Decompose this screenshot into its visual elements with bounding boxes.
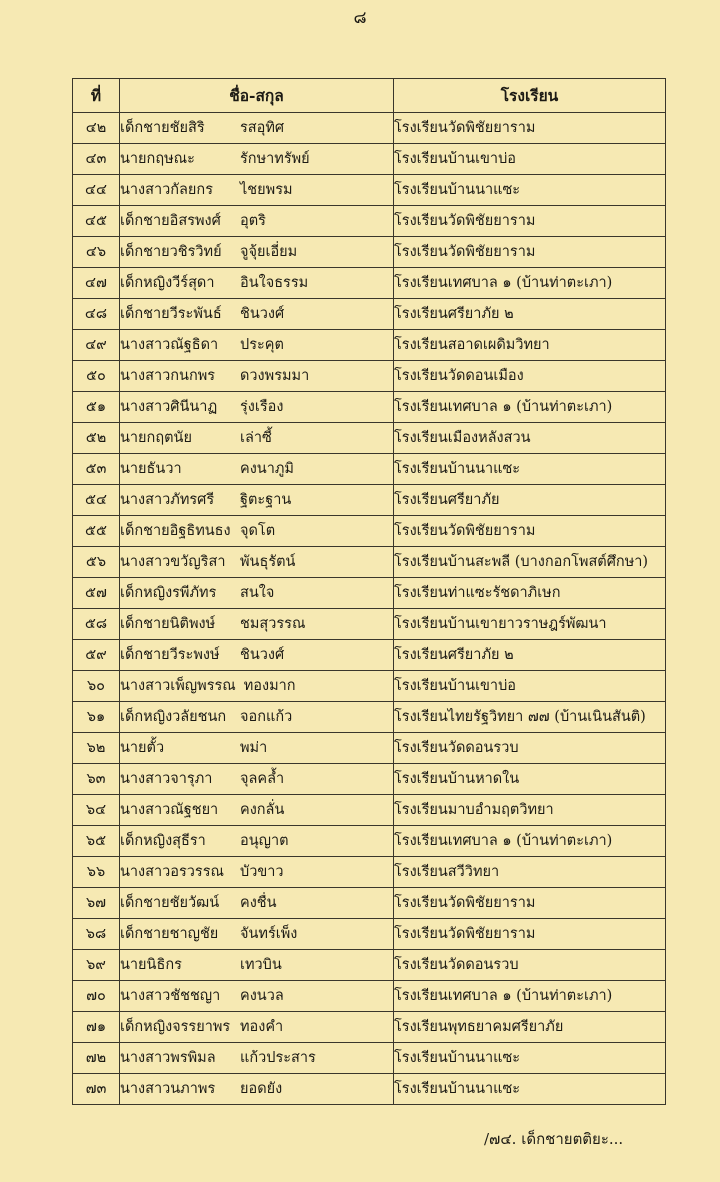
student-name (120, 206, 394, 237)
school-name: โรงเรียนศรียาภัย ๒ (394, 299, 666, 330)
last-name: ฐิตะฐาน (240, 492, 292, 508)
first-name: เด็กหญิงจรรยาพร (120, 1019, 231, 1035)
first-name: นางสาวขวัญริสา (120, 554, 226, 570)
first-name: นางสาวอรวรรณ (120, 864, 224, 880)
first-name: นางสาวพรพิมล (120, 1050, 216, 1066)
school-name: โรงเรียนบ้านสะพลี (บางกอกโพสต์ศึกษา) (394, 547, 666, 578)
school-name: โรงเรียนท่าแซะรัชดาภิเษก (394, 578, 666, 609)
first-name: เด็กหญิงสุธีรา (120, 833, 206, 849)
row-number: ๕๖ (73, 547, 120, 578)
school-name: โรงเรียนบ้านเขาบ่อ (394, 144, 666, 175)
row-number: ๔๙ (73, 330, 120, 361)
student-name (120, 268, 394, 299)
last-name: ดวงพรมมา (240, 368, 310, 384)
row-number: ๔๕ (73, 206, 120, 237)
row-number: ๕๒ (73, 423, 120, 454)
table-row (73, 888, 666, 919)
table-row (73, 237, 666, 268)
first-name: นางสาวภัทรศรี (120, 492, 215, 508)
school-name: โรงเรียนวัดดอนรวบ (394, 950, 666, 981)
table-row (73, 702, 666, 733)
last-name: ชินวงศ์ (240, 647, 285, 663)
first-name: เด็กหญิงวลัยชนก (120, 709, 227, 725)
first-name: นายธันวา (120, 461, 182, 477)
student-name (120, 609, 394, 640)
school-name: โรงเรียนเทศบาล ๑ (บ้านท่าตะเภา) (394, 981, 666, 1012)
row-number: ๔๓ (73, 144, 120, 175)
first-name: เด็กชายอิฐธิทนธง (120, 523, 231, 539)
continuation-note: /๗๔. เด็กชายตติยะ... (484, 1130, 624, 1148)
table-row (73, 361, 666, 392)
school-name: โรงเรียนวัดดอนเมือง (394, 361, 666, 392)
last-name: คงชื่น (240, 895, 277, 911)
first-name: นางสาวนภาพร (120, 1081, 216, 1097)
school-name: โรงเรียนสวีวิทยา (394, 857, 666, 888)
school-name: โรงเรียนบ้านหาดใน (394, 764, 666, 795)
table-row (73, 1074, 666, 1105)
row-number: ๔๘ (73, 299, 120, 330)
table-row (73, 981, 666, 1012)
table-row (73, 640, 666, 671)
last-name: จอกแก้ว (240, 709, 293, 725)
student-name (120, 857, 394, 888)
school-name: โรงเรียนวัดพิชัยยาราม (394, 206, 666, 237)
row-number: ๕๐ (73, 361, 120, 392)
last-name: จุลคล้ำ (240, 771, 285, 787)
student-name (120, 1012, 394, 1043)
student-name (120, 330, 394, 361)
row-number: ๖๕ (73, 826, 120, 857)
last-name: พม่า (240, 740, 268, 756)
first-name: เด็กชายวชิรวิทย์ (120, 244, 222, 260)
student-name (120, 299, 394, 330)
table-row (73, 175, 666, 206)
student-name (120, 361, 394, 392)
last-name: เทวบิน (240, 957, 282, 973)
table-row (73, 206, 666, 237)
last-name: พันธุรัตน์ (240, 554, 296, 570)
first-name: นายตั้ว (120, 740, 165, 756)
student-name (120, 1074, 394, 1105)
student-name (120, 950, 394, 981)
row-number: ๕๙ (73, 640, 120, 671)
student-name (120, 888, 394, 919)
first-name: เด็กชายนิติพงษ์ (120, 616, 216, 632)
school-name: โรงเรียนบ้านนาแซะ (394, 1043, 666, 1074)
first-name: นางสาวณัฐธิดา (120, 337, 219, 353)
first-name: เด็กชายชัยสิริ (120, 120, 205, 136)
school-name: โรงเรียนไทยรัฐวิทยา ๗๗ (บ้านเนินสันติ) (394, 702, 666, 733)
student-name (120, 423, 394, 454)
school-name: โรงเรียนวัดดอนรวบ (394, 733, 666, 764)
student-name (120, 640, 394, 671)
last-name: คงนวล (240, 988, 284, 1004)
table-row (73, 609, 666, 640)
table-row (73, 547, 666, 578)
student-name (120, 1043, 394, 1074)
last-name: อุตริ (240, 213, 266, 229)
row-number: ๖๒ (73, 733, 120, 764)
student-name (120, 485, 394, 516)
row-number: ๖๗ (73, 888, 120, 919)
student-name (120, 733, 394, 764)
first-name: นางสาวศินีนาฏ (120, 399, 218, 415)
last-name: จูจุ้ยเอี่ยม (240, 244, 298, 260)
last-name: ทองมาก (243, 678, 296, 694)
first-name: นางสาวกัลยกร (120, 182, 213, 198)
student-name (120, 671, 394, 702)
last-name: จันทร์เพ็ง (240, 926, 298, 942)
table-row (73, 113, 666, 144)
row-number: ๖๓ (73, 764, 120, 795)
table-row (73, 485, 666, 516)
table-row (73, 268, 666, 299)
school-name: โรงเรียนบ้านเขาบ่อ (394, 671, 666, 702)
last-name: บัวขาว (240, 864, 284, 880)
row-number: ๕๗ (73, 578, 120, 609)
student-name (120, 113, 394, 144)
student-name (120, 981, 394, 1012)
table-row (73, 826, 666, 857)
student-name (120, 547, 394, 578)
header-number: ที่ (73, 79, 120, 113)
school-name: โรงเรียนเมืองหลังสวน (394, 423, 666, 454)
student-name (120, 919, 394, 950)
last-name: สนใจ (240, 585, 275, 601)
row-number: ๗๓ (73, 1074, 120, 1105)
table-row (73, 671, 666, 702)
table-row (73, 919, 666, 950)
first-name: เด็กชายวีระพันธ์ (120, 306, 222, 322)
student-name (120, 175, 394, 206)
first-name: นายกฤษณะ (120, 151, 195, 167)
student-table (72, 78, 666, 1105)
student-name (120, 144, 394, 175)
first-name: เด็กชายชาญชัย (120, 926, 219, 942)
table-row (73, 1043, 666, 1074)
student-name (120, 702, 394, 733)
table-row (73, 299, 666, 330)
student-name (120, 578, 394, 609)
school-name: โรงเรียนเทศบาล ๑ (บ้านท่าตะเภา) (394, 826, 666, 857)
student-name (120, 237, 394, 268)
school-name: โรงเรียนวัดพิชัยยาราม (394, 516, 666, 547)
last-name: ชมสุวรรณ (240, 616, 306, 632)
last-name: ไชยพรม (240, 182, 293, 198)
page-number: ๘ (353, 8, 367, 28)
student-name (120, 764, 394, 795)
row-number: ๕๑ (73, 392, 120, 423)
table-row (73, 733, 666, 764)
row-number: ๖๐ (73, 671, 120, 702)
last-name: รสอุทิศ (240, 120, 285, 136)
table-row (73, 950, 666, 981)
table-row (73, 578, 666, 609)
school-name: โรงเรียนบ้านเขายาวราษฎร์พัฒนา (394, 609, 666, 640)
last-name: คงกลั่น (240, 802, 285, 818)
school-name: โรงเรียนเทศบาล ๑ (บ้านท่าตะเภา) (394, 268, 666, 299)
first-name: เด็กหญิงวีร์สุดา (120, 275, 215, 291)
school-name: โรงเรียนบ้านนาแซะ (394, 175, 666, 206)
row-number: ๖๖ (73, 857, 120, 888)
row-number: ๗๒ (73, 1043, 120, 1074)
row-number: ๕๓ (73, 454, 120, 485)
row-number: ๔๗ (73, 268, 120, 299)
table-row (73, 1012, 666, 1043)
row-number: ๖๔ (73, 795, 120, 826)
student-name (120, 826, 394, 857)
row-number: ๖๑ (73, 702, 120, 733)
first-name: นางสาวเพ็ญพรรณ (120, 678, 236, 694)
first-name: นางสาวณัฐชยา (120, 802, 219, 818)
last-name: เล่าซี้ (240, 430, 272, 446)
student-name (120, 392, 394, 423)
school-name: โรงเรียนเทศบาล ๑ (บ้านท่าตะเภา) (394, 392, 666, 423)
row-number: ๔๖ (73, 237, 120, 268)
row-number: ๖๙ (73, 950, 120, 981)
last-name: ยอดยัง (240, 1081, 283, 1097)
first-name: นางสาวจารุภา (120, 771, 213, 787)
school-name: โรงเรียนบ้านนาแซะ (394, 454, 666, 485)
school-name: โรงเรียนวัดพิชัยยาราม (394, 237, 666, 268)
last-name: คงนาภูมิ (240, 461, 294, 477)
school-name: โรงเรียนศรียาภัย ๒ (394, 640, 666, 671)
last-name: แก้วประสาร (240, 1050, 316, 1066)
row-number: ๗๐ (73, 981, 120, 1012)
table-row (73, 764, 666, 795)
school-name: โรงเรียนวัดพิชัยยาราม (394, 113, 666, 144)
table-row (73, 330, 666, 361)
table-row (73, 392, 666, 423)
table-row (73, 516, 666, 547)
first-name: นายกฤตนัย (120, 430, 192, 446)
table-row (73, 423, 666, 454)
last-name: อินใจธรรม (240, 275, 309, 291)
school-name: โรงเรียนศรียาภัย (394, 485, 666, 516)
school-name: โรงเรียนวัดพิชัยยาราม (394, 888, 666, 919)
student-name (120, 454, 394, 485)
row-number: ๔๒ (73, 113, 120, 144)
table-row (73, 857, 666, 888)
school-name: โรงเรียนวัดพิชัยยาราม (394, 919, 666, 950)
first-name: เด็กชายวีระพงษ์ (120, 647, 220, 663)
last-name: ชินวงศ์ (240, 306, 285, 322)
first-name: นางสาวชัชชญา (120, 988, 221, 1004)
table-row (73, 795, 666, 826)
row-number: ๖๘ (73, 919, 120, 950)
table-row (73, 144, 666, 175)
table-body (73, 113, 666, 1105)
first-name: เด็กชายชัยวัฒน์ (120, 895, 220, 911)
student-name (120, 516, 394, 547)
row-number: ๕๕ (73, 516, 120, 547)
student-name (120, 795, 394, 826)
row-number: ๗๑ (73, 1012, 120, 1043)
first-name: นางสาวกนกพร (120, 368, 216, 384)
table-row (73, 454, 666, 485)
last-name: อนุญาต (240, 833, 289, 849)
first-name: เด็กหญิงรพีภัทร (120, 585, 217, 601)
first-name: นายนิธิกร (120, 957, 182, 973)
last-name: รุ่งเรือง (240, 399, 284, 415)
last-name: รักษาทรัพย์ (240, 151, 310, 167)
header-name: ชื่อ-สกุล (120, 79, 394, 113)
last-name: ทองคำ (240, 1019, 284, 1035)
school-name: โรงเรียนมาบอำมฤตวิทยา (394, 795, 666, 826)
school-name: โรงเรียนสอาดเผดิมวิทยา (394, 330, 666, 361)
last-name: จุดโต (240, 523, 276, 539)
school-name: โรงเรียนบ้านนาแซะ (394, 1074, 666, 1105)
first-name: เด็กชายอิสรพงศ์ (120, 213, 221, 229)
school-name: โรงเรียนพุทธยาคมศรียาภัย (394, 1012, 666, 1043)
row-number: ๕๘ (73, 609, 120, 640)
row-number: ๔๔ (73, 175, 120, 206)
header-school: โรงเรียน (394, 79, 666, 113)
last-name: ประคุต (240, 337, 284, 353)
row-number: ๕๔ (73, 485, 120, 516)
table-header-row (73, 79, 666, 113)
